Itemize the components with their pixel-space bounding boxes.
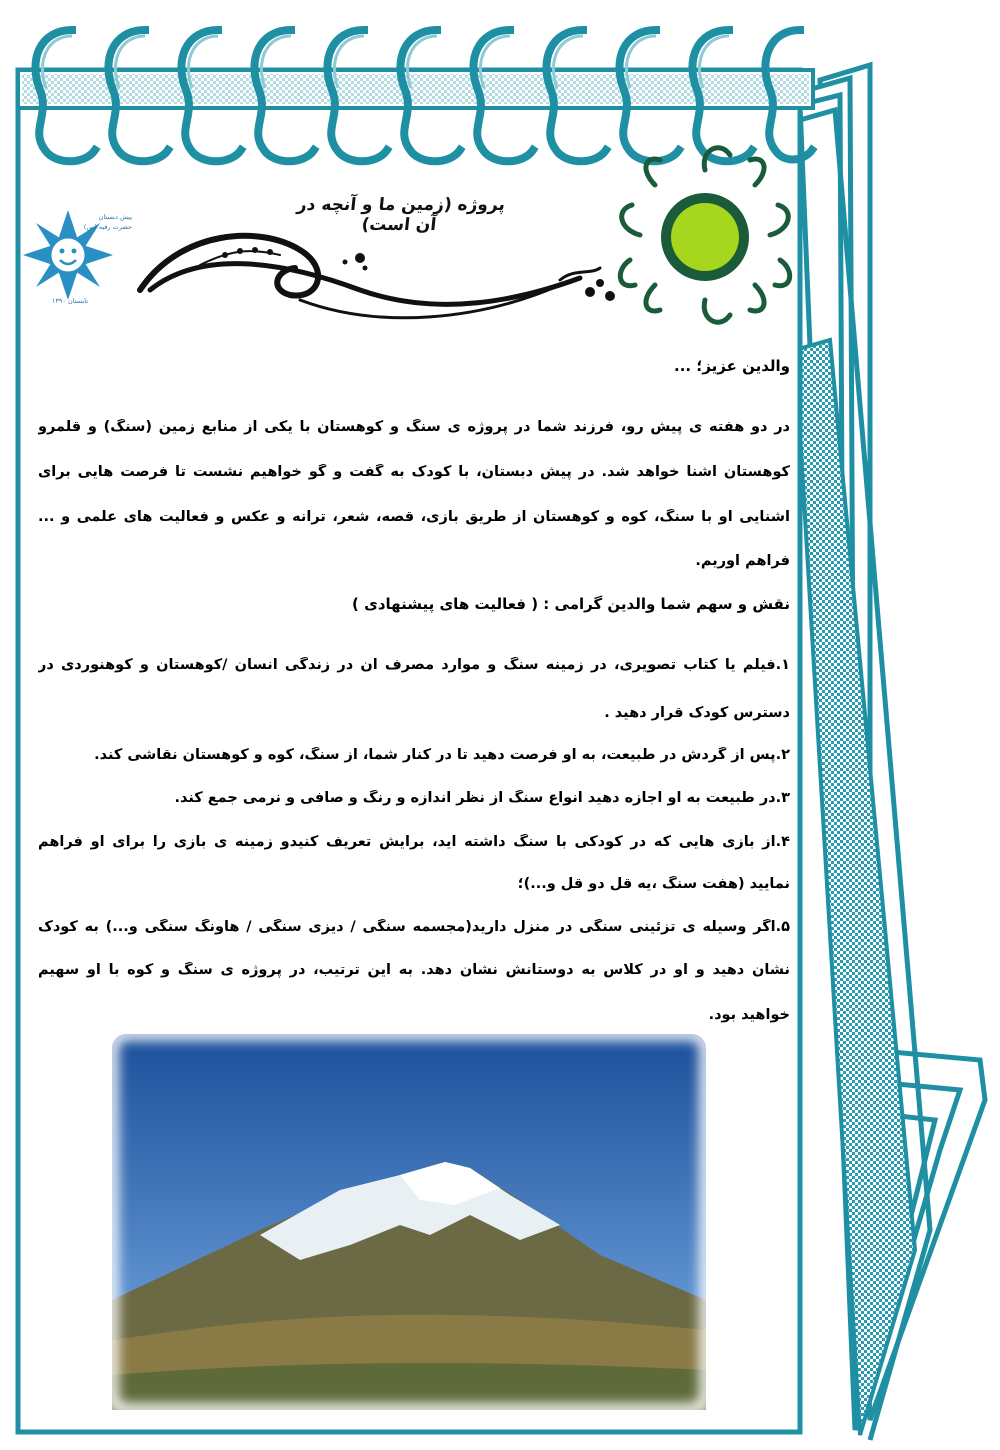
intro-line: در دو هفته ی پیش رو، فرزند شما در پروژه ی سنگ و کوهستان با یکی از منابع زمین (سنگ) و قلمرو [38,419,790,435]
page-title: پروژه (زمین ما و آنچه در آن است) [295,195,507,235]
activity-line: ۳.در طبیعت به او اجازه دهید انواع سنگ از نظر اندازه و رنگ و صافی و نرمی جمع کند. [174,790,790,806]
greeting: والدین عزیز؛ ... [674,357,790,375]
mountain-photo [112,1034,706,1410]
activity-line: ۵.اگر وسیله ی تزئینی سنگی در منزل دارید(مجسمه سنگی / دیزی سنگی / هاونگ سنگی و...) به کودک [38,919,790,935]
intro-line: آشنایی او با سنگ، کوه و کوهستان از طریق بازی، قصه، شعر، ترانه و عکس و فعالیت های علمی و ... [38,509,790,525]
logo-date: تابستان ۱۳۹۰ [51,297,89,305]
activity-line: نشان دهید و او در کلاس به دوستانش نشان دهد. به این ترتیب، در پروژه ی سنگ و کوه با او سهیم [38,962,790,978]
activity-line: نمایید (هفت سنگ ،یه قل دو قل و...)؛ [517,876,790,892]
activity-line: ۱.فیلم یا کتاب تصویری، در زمینه سنگ و موارد مصرف آن در زندگی انسان /کوهستان و کوهنوردی در [38,657,790,673]
intro-line: فراهم آوریم. [695,553,790,569]
activity-line: ۴.از بازی هایی که در کودکی با سنگ داشته اید، برایش تعریف کنیدو زمینه ی بازی را برای او فراهم [38,834,790,850]
activity-line: دسترس کودک قرار دهید . [604,705,790,721]
intro-line: کوهستان آشنا خواهد شد. در پیش دبستان، با کودک به گفت و گو خواهیم نشست تا فرصت هایی برای [38,464,790,480]
activity-line: ۲.پس از گردش در طبیعت، به او فرصت دهید تا در کنار شما، از سنگ، کوه و کوهستان نقاشی کند. [94,747,790,763]
logo-caption: پیش دبستان حضرت رقیه (س) [83,213,132,231]
activity-line: خواهید بود. [708,1007,790,1023]
section-heading: نقش و سهم شما والدین گرامی : ( فعالیت های پیشنهادی ) [352,595,790,613]
stacked-pages [795,65,985,1440]
